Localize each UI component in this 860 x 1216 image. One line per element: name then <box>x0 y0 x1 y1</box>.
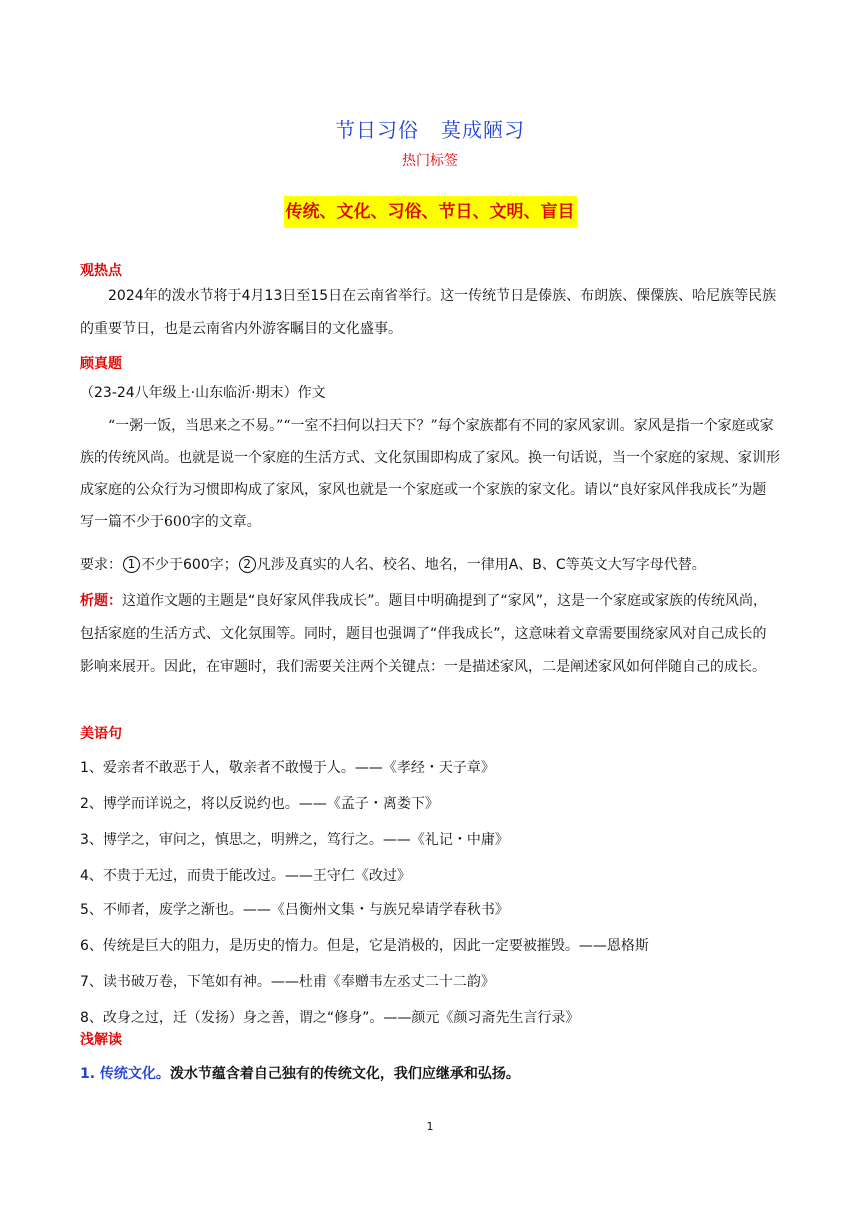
section-heading-quotes: 美语句 <box>80 726 122 742</box>
reading-point-1-text: 泼水节蕴含着自己独有的传统文化，我们应继承和弘扬。 <box>169 1066 520 1082</box>
title-part-1: 节日习俗 <box>335 118 419 142</box>
highlighted-tags: 传统、文化、习俗、节日、文明、盲目 <box>284 196 577 228</box>
exam-requirements <box>80 549 780 582</box>
quote-item: 8、改身之过，迁（发扬）身之善，谓之“修身”。——颜元《颜习斋先生言行录》 <box>80 1010 580 1026</box>
quote-item: 5、不师者，废学之渐也。——《吕衡州文集・与族兄皋请学春秋书》 <box>80 902 509 918</box>
quote-item: 7、读书破万卷，下笔如有神。——杜甫《奉赠韦左丞丈二十二韵》 <box>80 974 495 990</box>
requirement-2: 凡涉及真实的人名、校名、地名，一律用A、B、C等英文大写字母代替。 <box>256 557 706 573</box>
analysis-paragraph <box>80 585 780 684</box>
reading-point-1 <box>80 1063 800 1083</box>
circled-number-1: 1 <box>123 556 140 573</box>
section-heading-exam: 顾真题 <box>80 356 122 372</box>
circled-number-2: 2 <box>239 556 256 573</box>
analysis-label: 析题： <box>80 593 122 609</box>
quote-item: 1、爱亲者不敢恶于人，敬亲者不敢慢于人。——《孝经・天子章》 <box>80 760 495 776</box>
title-part-2: 莫成陋习 <box>441 118 525 142</box>
requirement-1: 不少于600字； <box>141 557 238 573</box>
section-heading-viewpoint: 观热点 <box>80 263 122 279</box>
analysis-text: 这道作文题的主题是“良好家风伴我成长”。题目中明确提到了“家风”，这是一个家庭或家族的传统风尚，包括家庭的生活方式、文化氛围等。同时，题目也强调了“伴我成长”，这意味着文章需要围绕家风对自己成长的影响来展开。因此，在审题时，我们需要关注两个关键点：一是描述家风，二是阐述家风如何伴随自己的成长。 <box>80 593 768 675</box>
requirements-label: 要求： <box>80 557 122 573</box>
quote-item: 3、博学之，审问之，慎思之，明辨之，笃行之。——《礼记・中庸》 <box>80 832 509 848</box>
page-number: 1 <box>426 1120 434 1133</box>
tags-container <box>0 196 860 228</box>
reading-point-1-label: 1. 传统文化。 <box>80 1066 170 1082</box>
exam-prompt: “一粥一饭，当思来之不易。”“一室不扫何以扫天下？”每个家族都有不同的家风家训。家风是指一个家庭或家族的传统风尚。也就是说一个家庭的生活方式、文化氛围即构成了家风。换一句话说，当一个家庭的家规、家训形成家庭的公众行为习惯即构成了家风，家风也就是一个家庭或一个家族的家文化。请以“良好家风伴我成长”为题写一篇不少于600字的文章。 <box>80 418 780 530</box>
hot-tags-label: 热门标签 <box>402 153 458 169</box>
page-title <box>0 114 860 143</box>
quote-item: 2、博学而详说之，将以反说约也。——《孟子・离娄下》 <box>80 796 439 812</box>
viewpoint-paragraph: 2024年的泼水节将于4月13日至15日在云南省举行。这一传统节日是傣族、布朗族、傈僳族、哈尼族等民族的重要节日，也是云南省内外游客瞩目的文化盛事。 <box>80 288 777 337</box>
section-heading-reading: 浅解读 <box>80 1032 122 1048</box>
quote-item: 4、不贵于无过，而贵于能改过。——王守仁《改过》 <box>80 868 411 884</box>
exam-source: （23-24八年级上·山东临沂·期末）作文 <box>80 385 326 401</box>
quote-item: 6、传统是巨大的阻力，是历史的惰力。但是，它是消极的，因此一定要被摧毁。——恩格斯 <box>80 938 649 954</box>
